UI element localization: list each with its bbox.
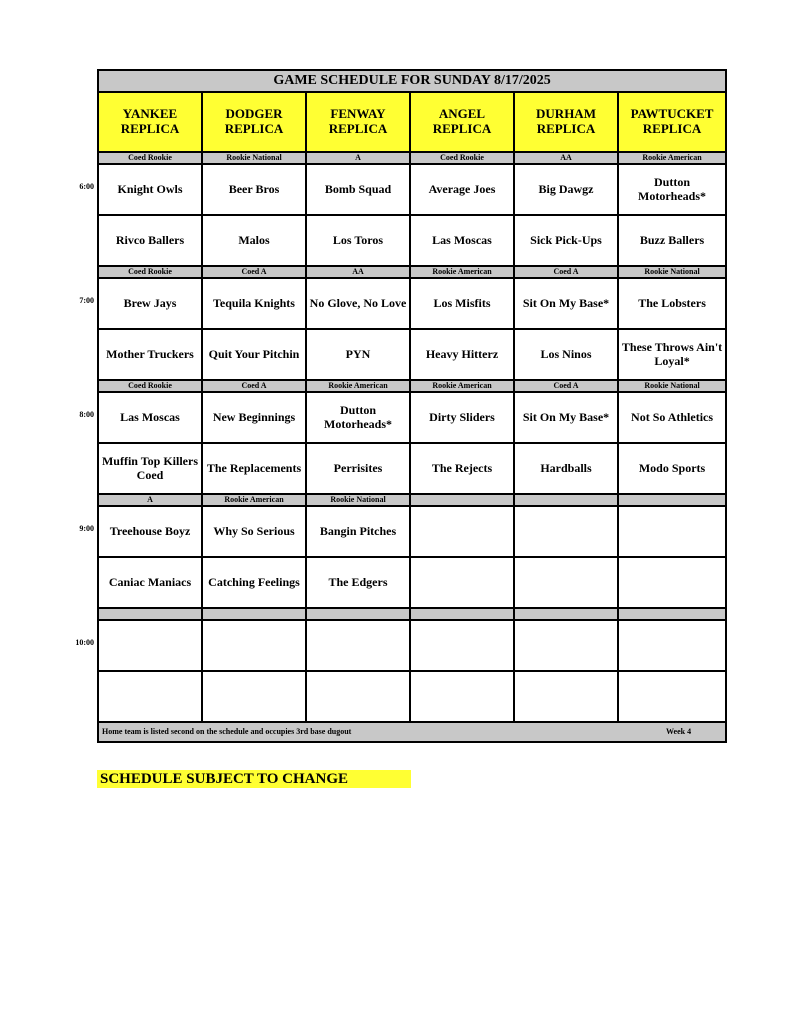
division-cell — [306, 152, 410, 164]
footer-note: Home team is listed second on the schedule and occupies 3rd base dugout — [102, 727, 352, 737]
away-team — [98, 278, 202, 329]
away-team — [306, 278, 410, 329]
division-cell — [202, 380, 306, 392]
division-label: AA — [560, 153, 572, 163]
division-cell — [98, 266, 202, 278]
division-cell — [618, 266, 726, 278]
team-name: Malos — [238, 232, 270, 247]
field-header-row — [98, 92, 726, 152]
division-cell — [618, 152, 726, 164]
division-cell — [98, 152, 202, 164]
away-team — [618, 506, 726, 557]
team-name: Dutton Motorheads* — [638, 174, 707, 203]
field-name: FENWAY — [330, 106, 386, 122]
team-name: Big Dawgz — [538, 181, 594, 196]
team-name: The Rejects — [431, 460, 493, 475]
home-team — [410, 329, 514, 380]
team-name: Dirty Sliders — [429, 409, 495, 424]
away-team — [514, 620, 618, 671]
away-team — [410, 164, 514, 215]
week-label: Week 4 — [665, 727, 692, 737]
team-name: The Edgers — [328, 574, 388, 589]
away-team — [306, 620, 410, 671]
away-team — [306, 392, 410, 443]
home-team — [410, 443, 514, 494]
away-team — [98, 164, 202, 215]
team-name: Los Ninos — [540, 346, 592, 361]
division-cell — [306, 380, 410, 392]
team-name: Hardballs — [540, 460, 592, 475]
division-label: Rookie National — [330, 495, 386, 505]
division-label: Coed A — [241, 267, 267, 277]
home-team — [618, 443, 726, 494]
field-header — [410, 92, 514, 152]
away-team — [618, 164, 726, 215]
division-cell — [618, 380, 726, 392]
division-cell — [98, 608, 202, 620]
division-row — [98, 266, 726, 278]
division-cell — [202, 266, 306, 278]
home-team — [98, 671, 202, 722]
team-name: Las Moscas — [432, 232, 492, 247]
home-team — [618, 215, 726, 266]
team-name: Perrisites — [333, 460, 383, 475]
team-name: Sick Pick-Ups — [530, 232, 602, 247]
field-sub: REPLICA — [642, 121, 702, 136]
home-team — [202, 671, 306, 722]
away-team-row — [98, 164, 726, 215]
team-name: Heavy Hitterz — [425, 346, 499, 361]
home-team — [306, 329, 410, 380]
schedule-change-notice: SCHEDULE SUBJECT TO CHANGE — [97, 770, 411, 788]
field-header — [98, 92, 202, 152]
home-team-row — [98, 557, 726, 608]
away-team — [202, 620, 306, 671]
team-name: Tequila Knights — [213, 295, 295, 310]
team-name: Not So Athletics — [631, 409, 714, 424]
away-team — [514, 278, 618, 329]
time-label: 10:00 — [75, 638, 94, 647]
away-team — [410, 278, 514, 329]
team-name: Quit Your Pitchin — [208, 346, 300, 361]
division-label: Rookie National — [226, 153, 282, 163]
home-team — [410, 215, 514, 266]
division-cell — [306, 608, 410, 620]
division-label: A — [147, 495, 153, 505]
home-team — [514, 215, 618, 266]
away-team — [98, 620, 202, 671]
division-cell — [410, 494, 514, 506]
home-team — [514, 671, 618, 722]
home-team — [410, 671, 514, 722]
home-team — [306, 671, 410, 722]
division-label: A — [355, 153, 361, 163]
division-cell — [306, 266, 410, 278]
schedule-title: GAME SCHEDULE FOR SUNDAY 8/17/2025 — [98, 70, 726, 92]
division-cell — [618, 608, 726, 620]
team-name: PYN — [345, 346, 371, 361]
team-name: Knight Owls — [117, 181, 183, 196]
home-team — [410, 557, 514, 608]
time-label: 8:00 — [79, 410, 94, 419]
team-name: The Replacements — [206, 460, 302, 475]
division-cell — [98, 494, 202, 506]
away-team — [514, 164, 618, 215]
home-team — [618, 671, 726, 722]
division-label: Coed A — [553, 381, 579, 391]
team-name: Why So Serious — [213, 523, 295, 538]
field-name: ANGEL — [438, 106, 486, 122]
home-team-row — [98, 443, 726, 494]
team-name: Average Joes — [428, 181, 496, 196]
home-team — [98, 329, 202, 380]
team-name: These Throws Ain't Loyal* — [621, 339, 723, 368]
home-team — [514, 443, 618, 494]
away-team — [618, 620, 726, 671]
division-label: Rookie American — [432, 381, 492, 391]
division-cell — [514, 152, 618, 164]
field-header — [514, 92, 618, 152]
division-row — [98, 494, 726, 506]
field-sub: REPLICA — [328, 121, 388, 136]
division-label: Rookie American — [432, 267, 492, 277]
division-label: Rookie National — [644, 267, 700, 277]
team-name: New Beginnings — [212, 409, 296, 424]
home-team-row — [98, 671, 726, 722]
away-team — [202, 506, 306, 557]
team-name: Mother Truckers — [106, 346, 194, 361]
title-row — [98, 70, 726, 92]
away-team — [98, 392, 202, 443]
field-sub: REPLICA — [536, 121, 596, 136]
field-header — [618, 92, 726, 152]
division-cell — [306, 494, 410, 506]
home-team — [306, 557, 410, 608]
away-team — [618, 278, 726, 329]
team-name: Bangin Pitches — [319, 523, 397, 538]
division-label: Coed Rookie — [128, 153, 172, 163]
away-team — [202, 164, 306, 215]
team-name: Buzz Ballers — [639, 232, 705, 247]
away-team — [98, 506, 202, 557]
team-name: Sit On My Base* — [522, 409, 610, 424]
away-team — [410, 506, 514, 557]
home-team — [202, 215, 306, 266]
team-name: Muffin Top Killers Coed — [101, 453, 199, 482]
team-name: Rivco Ballers — [115, 232, 185, 247]
team-name: Sit On My Base* — [522, 295, 610, 310]
field-sub: REPLICA — [120, 121, 180, 136]
division-label: Coed A — [241, 381, 267, 391]
division-label: Rookie American — [642, 153, 702, 163]
division-row — [98, 608, 726, 620]
field-sub: REPLICA — [224, 121, 284, 136]
division-cell — [410, 608, 514, 620]
division-cell — [202, 152, 306, 164]
footer-row — [98, 722, 726, 742]
team-name: Beer Bros — [228, 181, 280, 196]
home-team — [514, 329, 618, 380]
division-label: AA — [352, 267, 364, 277]
home-team — [306, 443, 410, 494]
home-team — [98, 443, 202, 494]
field-name: YANKEE — [122, 106, 178, 122]
home-team — [98, 557, 202, 608]
away-team-row — [98, 278, 726, 329]
field-sub: REPLICA — [432, 121, 492, 136]
home-team — [306, 215, 410, 266]
away-team — [410, 392, 514, 443]
division-label: Coed Rookie — [128, 381, 172, 391]
away-team — [306, 164, 410, 215]
division-cell — [410, 266, 514, 278]
away-team — [514, 506, 618, 557]
away-team — [202, 278, 306, 329]
division-cell — [514, 380, 618, 392]
division-label: Coed Rookie — [128, 267, 172, 277]
division-cell — [410, 380, 514, 392]
field-name: PAWTUCKET — [630, 106, 714, 122]
team-name: Bomb Squad — [324, 181, 392, 196]
away-team — [514, 392, 618, 443]
home-team — [618, 329, 726, 380]
division-label: Coed A — [553, 267, 579, 277]
home-team — [98, 215, 202, 266]
division-cell — [410, 152, 514, 164]
team-name: The Lobsters — [638, 295, 706, 310]
division-cell — [202, 494, 306, 506]
home-team-row — [98, 215, 726, 266]
team-name: Modo Sports — [638, 460, 706, 475]
home-team — [202, 329, 306, 380]
home-team — [618, 557, 726, 608]
division-cell — [618, 494, 726, 506]
field-header — [202, 92, 306, 152]
field-name: DODGER — [225, 106, 283, 122]
division-row — [98, 380, 726, 392]
team-name: Los Toros — [332, 232, 384, 247]
home-team — [202, 443, 306, 494]
home-team — [514, 557, 618, 608]
team-name: No Glove, No Love — [309, 295, 407, 310]
division-cell — [98, 380, 202, 392]
away-team-row — [98, 392, 726, 443]
time-label: 9:00 — [79, 524, 94, 533]
field-name: DURHAM — [536, 106, 596, 122]
away-team — [306, 506, 410, 557]
team-name: Caniac Maniacs — [108, 574, 192, 589]
division-cell — [514, 266, 618, 278]
field-header — [306, 92, 410, 152]
away-team-row — [98, 620, 726, 671]
division-label: Rookie American — [328, 381, 388, 391]
schedule-table — [97, 69, 727, 743]
away-team — [202, 392, 306, 443]
division-cell — [514, 494, 618, 506]
time-label: 7:00 — [79, 296, 94, 305]
team-name: Brew Jays — [123, 295, 177, 310]
footer-cell — [98, 722, 726, 742]
home-team — [202, 557, 306, 608]
team-name: Dutton Motorheads* — [324, 402, 392, 431]
team-name: Catching Feelings — [208, 574, 300, 589]
away-team — [618, 392, 726, 443]
team-name: Las Moscas — [120, 409, 180, 424]
division-label: Rookie American — [224, 495, 284, 505]
home-team-row — [98, 329, 726, 380]
team-name: Los Misfits — [433, 295, 491, 310]
away-team — [410, 620, 514, 671]
time-label: 6:00 — [79, 182, 94, 191]
division-cell — [514, 608, 618, 620]
division-cell — [202, 608, 306, 620]
away-team-row — [98, 506, 726, 557]
team-name: Treehouse Boyz — [109, 523, 191, 538]
division-label: Coed Rookie — [440, 153, 484, 163]
division-row — [98, 152, 726, 164]
division-label: Rookie National — [644, 381, 700, 391]
